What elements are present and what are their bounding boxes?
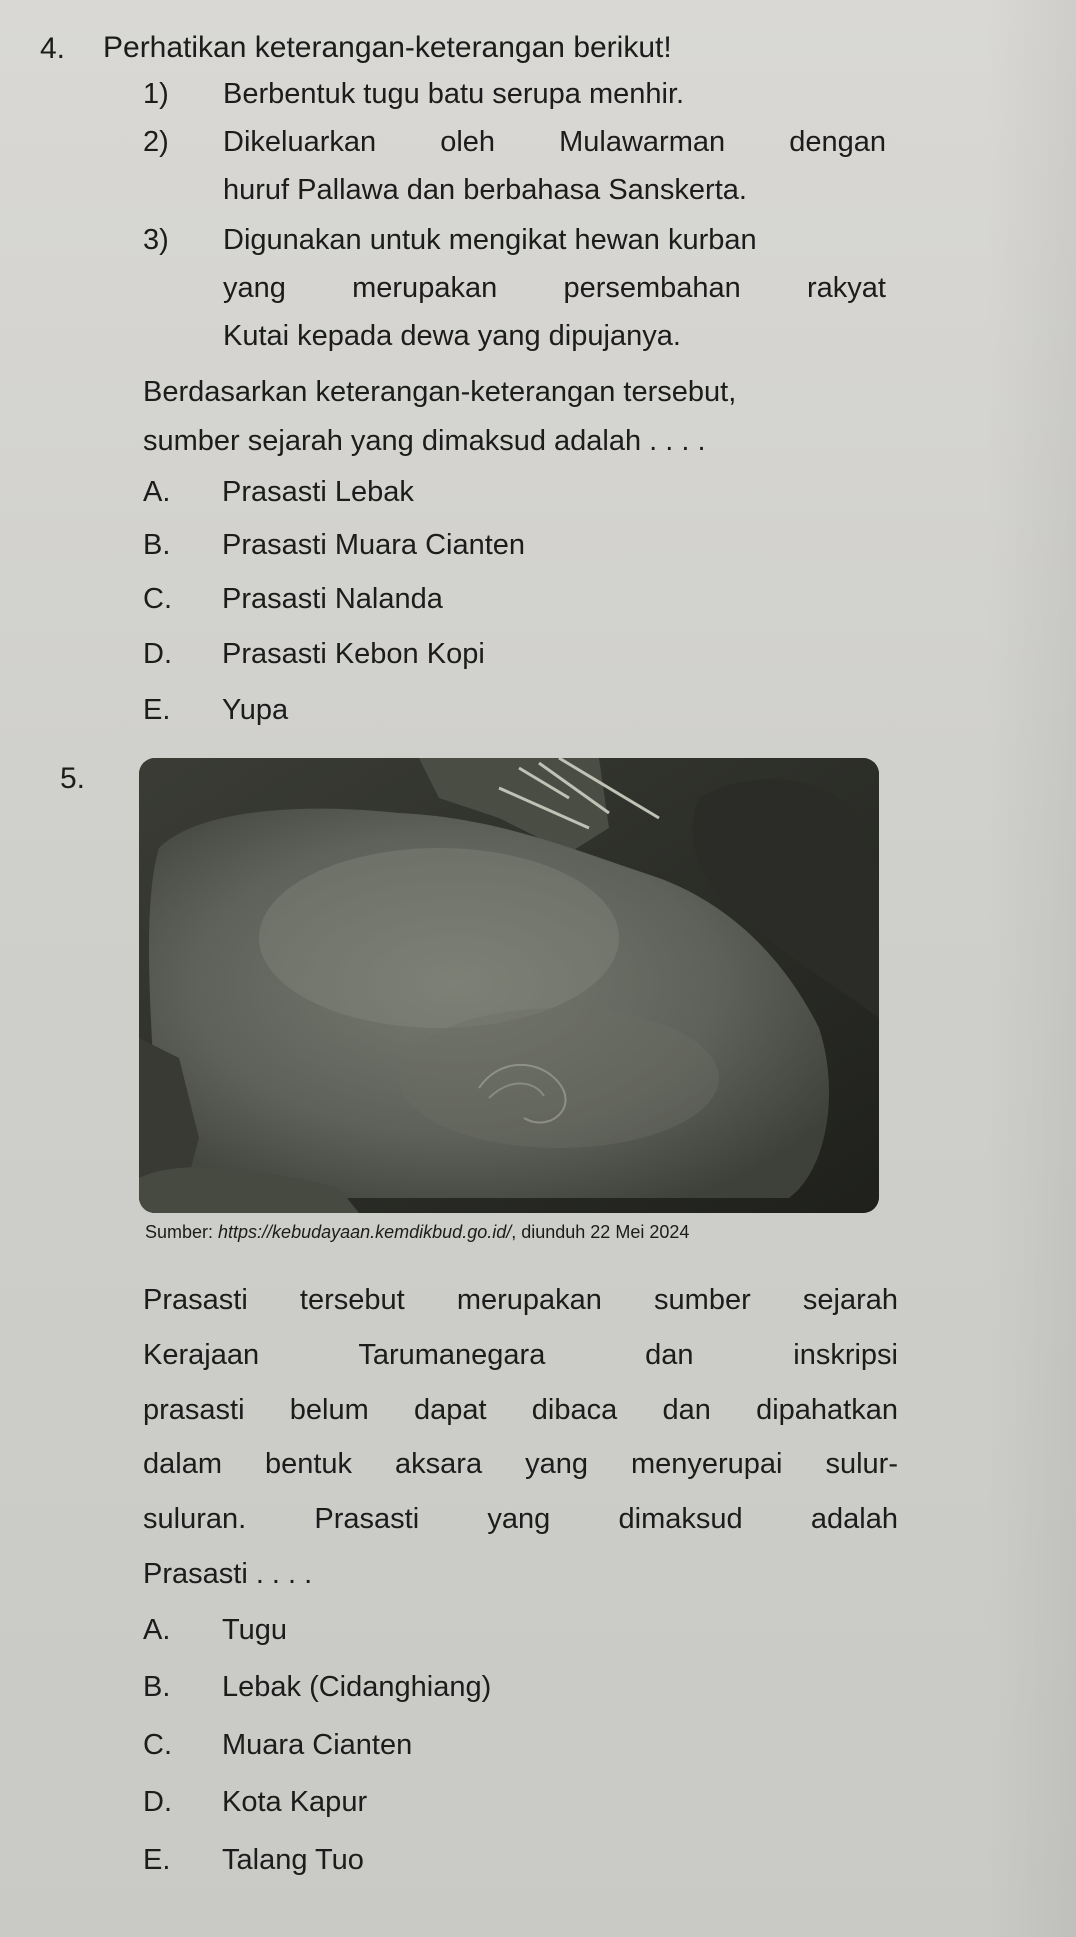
option-text: Kota Kapur: [222, 1786, 368, 1818]
question-4-text-line-2: sumber sejarah yang dimaksud adalah . . . .: [143, 425, 706, 457]
option-text: Talang Tuo: [222, 1844, 364, 1876]
caption-date: , diunduh 22 Mei 2024: [511, 1222, 690, 1242]
question-5-text-line-3: prasasti belum dapat dibaca dan dipahatkan: [143, 1394, 898, 1426]
option-text: Yupa: [222, 694, 289, 726]
option-text: Lebak (Cidanghiang): [222, 1671, 492, 1703]
statement-3-line-1: Digunakan untuk mengikat hewan kurban: [223, 224, 757, 256]
option-text: Prasasti Lebak: [222, 476, 414, 508]
option-text: Muara Cianten: [222, 1729, 413, 1761]
question-5-text-line-2: Kerajaan Tarumanegara dan inskripsi: [143, 1339, 898, 1371]
option-letter: D.: [143, 638, 172, 670]
option-text: Prasasti Kebon Kopi: [222, 638, 485, 670]
statement-1-text: Berbentuk tugu batu serupa menhir.: [223, 78, 685, 110]
option-text: Prasasti Nalanda: [222, 583, 443, 615]
option-letter: B.: [143, 1671, 171, 1703]
caption-url: https://kebudayaan.kemdikbud.go.id/: [218, 1222, 512, 1242]
inscription-stone-photo: [139, 758, 879, 1213]
caption-label: Sumber:: [145, 1222, 219, 1242]
option-letter: B.: [143, 529, 171, 561]
statement-3-line-3: Kutai kepada dewa yang dipujanya.: [223, 320, 681, 352]
option-letter: A.: [143, 1614, 171, 1646]
statement-3-number: 3): [143, 224, 169, 256]
statement-3-line-2: yang merupakan persembahan rakyat: [223, 272, 886, 304]
option-letter: C.: [143, 583, 172, 615]
option-text: Prasasti Muara Cianten: [222, 529, 526, 561]
question-4-stem: Perhatikan keterangan-keterangan berikut!: [103, 31, 672, 64]
option-letter: C.: [143, 1729, 172, 1761]
statement-2-line-2: huruf Pallawa dan berbahasa Sanskerta.: [223, 174, 747, 206]
option-letter: E.: [143, 694, 171, 726]
photo-caption: [145, 1223, 689, 1241]
question-5-text-line-5: suluran. Prasasti yang dimaksud adalah: [143, 1503, 898, 1535]
statement-1-number: 1): [143, 78, 169, 110]
question-5-number: 5.: [60, 762, 86, 795]
option-text: Tugu: [222, 1614, 288, 1646]
option-letter: A.: [143, 476, 171, 508]
option-letter: E.: [143, 1844, 171, 1876]
question-5-text-line-4: dalam bentuk aksara yang menyerupai sulur-: [143, 1448, 898, 1480]
question-4-number: 4.: [40, 32, 66, 65]
question-5-text-line-6: Prasasti . . . .: [143, 1558, 313, 1590]
question-4-text-line-1: Berdasarkan keterangan-keterangan tersebut,: [143, 376, 737, 408]
question-5-text-line-1: Prasasti tersebut merupakan sumber sejarah: [143, 1284, 898, 1316]
option-letter: D.: [143, 1786, 172, 1818]
statement-2-line-1: Dikeluarkan oleh Mulawarman dengan: [223, 126, 886, 158]
page-shadow: [986, 0, 1076, 1937]
statement-2-number: 2): [143, 126, 169, 158]
